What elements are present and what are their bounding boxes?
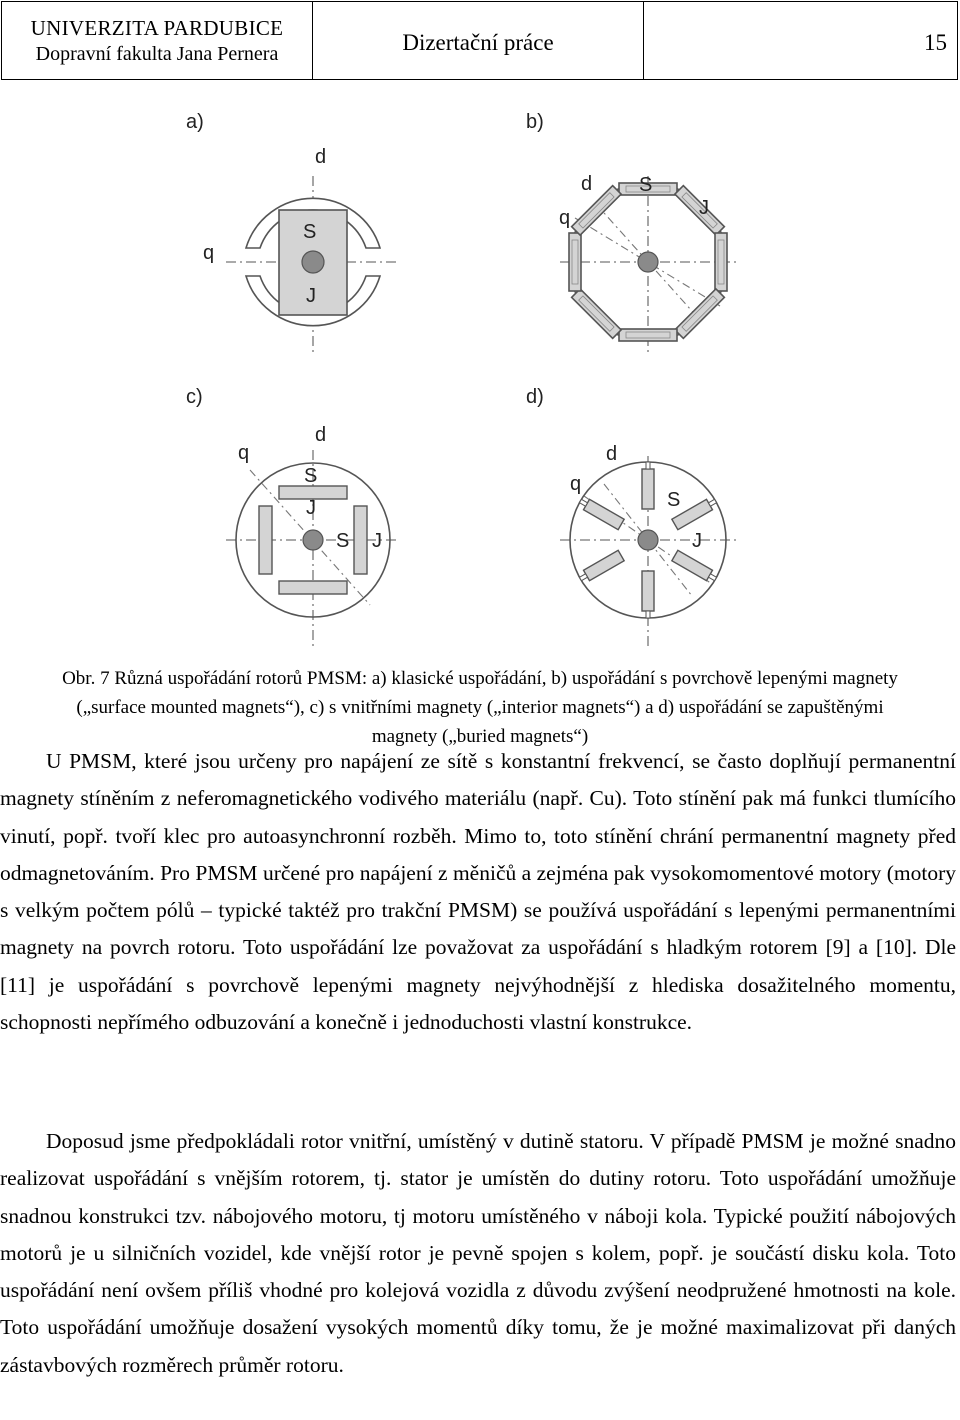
panel-d-j-label: J <box>692 530 702 552</box>
panel-a-q-label: q <box>203 242 215 264</box>
page-number: 15 <box>924 30 947 55</box>
panel-b <box>526 111 736 352</box>
panel-d-q-label: q <box>570 473 582 495</box>
panel-c-j2-label: J <box>372 530 382 552</box>
body-paragraph-2: Doposud jsme předpokládali rotor vnitřní, umístěný v dutině statoru. V případě PMSM je možné snadno realizovat uspořádání s vnějším rotorem, tj. stator je umístěn do dutiny rotoru. Toto uspořádání umožňuje snadnou konstrukci tzv. nábojového motoru, tj motoru umístěného v náboji kola. Typické použití nábojových motorů je u silničních vozidel, kde vnější rotor je pevně spojen s kolem, popř. je součástí disku kola. Toto uspořádání není ovšem příliš vhodné pro kolejová vozidla z důvodu zvýšení neodpružené hmotnosti na kole. Toto uspořádání umožňuje dosažení vysokých momentů díky tomu, že je možné maximalizovat při daných zástavbových rozměrech průměr rotoru. <box>0 1129 956 1377</box>
panel-a-s-label: S <box>303 221 317 243</box>
caption-line-2: („surface mounted magnets“), c) s vnitřními magnety („interior magnets“) a d) uspořádání se zapuštěnými <box>76 697 884 718</box>
panel-b-s-label: S <box>639 174 653 196</box>
panel-a <box>186 111 400 352</box>
panel-b-shaft <box>638 252 658 272</box>
figure-caption <box>0 664 960 751</box>
caption-line-3: magnety („buried magnets“) <box>371 726 589 747</box>
panel-c-d-label: d <box>315 424 327 446</box>
panel-c-shaft <box>303 530 323 550</box>
panel-d-d-label: d <box>606 443 618 465</box>
panel-a-j-label: J <box>306 285 316 307</box>
panel-c-tag: c) <box>186 386 203 408</box>
panel-c-s-label: S <box>304 465 318 487</box>
panel-c <box>186 386 400 648</box>
header-institution-cell <box>2 2 313 79</box>
rotor-arrangements-figure <box>0 90 960 660</box>
panel-a-d-label: d <box>315 146 327 168</box>
panel-d <box>526 386 740 648</box>
panel-b-q-label: q <box>559 207 571 229</box>
body-paragraph-1: U PMSM, které jsou určeny pro napájení ze sítě s konstantní frekvencí, se často doplňují permanentní magnety stíněním z neferomagnetického vodivého materiálu (např. Cu). Toto stínění pak má funkci tlumícího vinutí, popř. tvoří klec pro autoasynchronní rozběh. Mimo to, toto stínění chrání permanentní magnety před odmagnetováním. Pro PMSM určené pro napájení z měničů a zejména pak vysokomomentové motory (motory s velkým počtem pólů – typické taktéž pro trakční PMSM) se používá uspořádání s lepenými permanentními magnety na povrch rotoru. Toto uspořádání lze považovat za uspořádání s hladkým rotorem [9] a [10]. Dle [11] je uspořádání s povrchově lepenými magnety nejvýhodnější z hlediska dosažitelného momentu, schopnosti nepřímého odbuzování a konečně i jednoduchosti vlastní konstrukce. <box>0 749 956 1035</box>
panel-c-s2-label: S <box>336 530 350 552</box>
panel-d-shaft <box>638 530 658 550</box>
panel-d-s-label: S <box>667 489 681 511</box>
panel-b-d-label: d <box>581 173 593 195</box>
university-name: UNIVERZITA PARDUBICE <box>30 16 284 40</box>
panel-d-tag: d) <box>526 386 544 408</box>
header-doc-type-cell <box>313 2 644 79</box>
document-type: Dizertační práce <box>402 30 554 55</box>
page-header <box>1 1 958 80</box>
faculty-name: Dopravní fakulta Jana Pernera <box>35 43 279 65</box>
panel-a-shaft <box>302 251 324 273</box>
panel-c-j-label: J <box>306 497 316 519</box>
panel-c-q-label: q <box>238 442 250 464</box>
caption-line-1: Obr. 7 Různá uspořádání rotorů PMSM: a) klasické uspořádání, b) uspořádání s povrchově lepenými magnety <box>62 668 898 689</box>
panel-a-tag: a) <box>186 111 204 133</box>
panel-b-j-label: J <box>699 197 709 219</box>
panel-b-tag: b) <box>526 111 544 133</box>
